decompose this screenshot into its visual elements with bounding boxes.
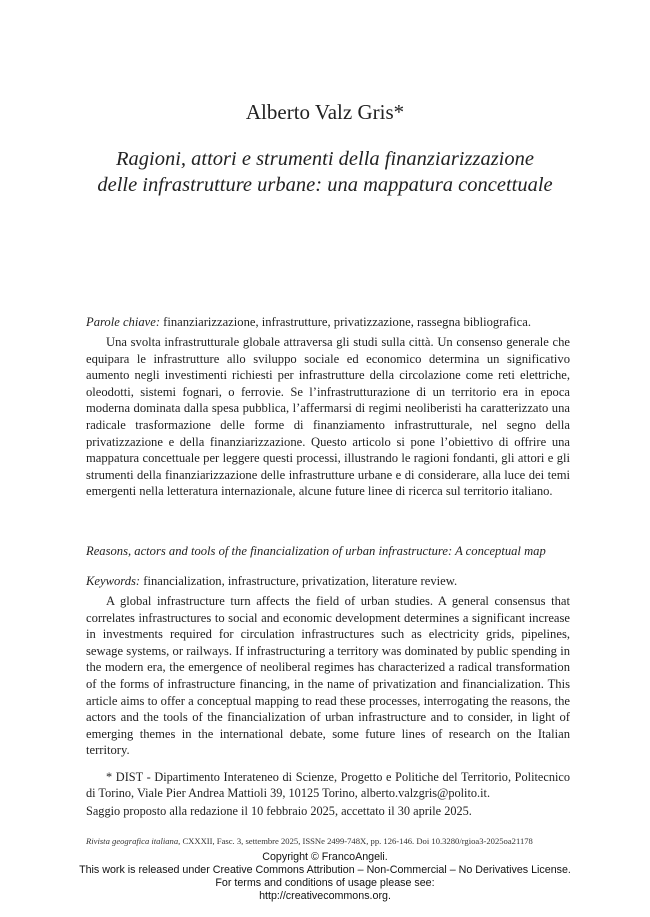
title-line-1: Ragioni, attori e strumenti della finanziarizzazione	[116, 148, 534, 170]
license-link[interactable]: http://creativecommons.org.	[259, 890, 391, 902]
english-keywords-text: financialization, infrastructure, privatization, literature review.	[140, 574, 458, 588]
english-keywords-label: Keywords:	[86, 574, 141, 588]
journal-name: Rivista geografica italiana	[86, 836, 179, 846]
italian-keywords-text: finanziarizzazione, infrastrutture, privatizzazione, rassegna bibliografica.	[160, 315, 531, 329]
journal-details: , CXXXII, Fasc. 3, settembre 2025, ISSNe 2499-748X, pp. 126-146. Doi 10.3280/rgioa3-2025oa21178	[178, 836, 533, 846]
license-notice	[0, 851, 650, 903]
english-keywords	[86, 573, 570, 590]
copyright-line: Copyright © FrancoAngeli.	[262, 851, 388, 863]
license-line-1: This work is released under Creative Commons Attribution – Non-Commercial – No Derivatives License.	[79, 864, 571, 876]
italian-keywords-label: Parole chiave:	[86, 315, 161, 329]
footnote-affiliation: * DIST - Dipartimento Interateneo di Scienze, Progetto e Politiche del Territorio, Politecnico di Torino, Viale Pier Andrea Mattioli 39, 10125 Torino, alberto.valzgris@polito.it.	[86, 770, 570, 800]
author-name: Alberto Valz Gris*	[245, 100, 405, 124]
journal-citation	[86, 836, 570, 847]
license-line-2: For terms and conditions of usage please see:	[215, 877, 435, 889]
title-line-2: delle infrastrutture urbane: una mappatura concettuale	[97, 174, 553, 196]
paper-title	[80, 146, 570, 198]
english-title: Reasons, actors and tools of the financialization of urban infrastructure: A conceptual map	[86, 544, 546, 558]
footnote-dates: Saggio proposto alla redazione il 10 febbraio 2025, accettato il 30 aprile 2025.	[86, 804, 472, 818]
italian-abstract: Una svolta infrastrutturale globale attraversa gli studi sulla città. Un consenso generale che equipara le infrastrutture allo sviluppo sociale ed economico determina un significativo aumento negli investimenti richiesti per infrastrutture della circolazione come reti elettriche, oleodotti, sistemi fognari, o ferrovie. Se l’infrastrutturazione di un territorio era in epoca moderna dominata dalla spesa pubblica, l’affermarsi di regimi neoliberisti ha caratterizzato una radicale trasformazione delle forme di finanziamento infrastrutturale, nel segno della privatizzazione e della finanziarizzazione. Questo articolo si pone l’obiettivo di offrire una mappatura concettuale per leggere questi processi, illustrando le ragioni fondanti, gli attori e gli strumenti della finanziarizzazione delle infrastrutture urbane e di considerare, alla luce dei temi emergenti nella letteratura internazionale, alcune future linee di ricerca sul territorio italiano.	[86, 335, 570, 499]
english-abstract: A global infrastructure turn affects the field of urban studies. A general consensus that correlates infrastructures to social and economic development determines a significant increase in investments required for circulation infrastructures such as electricity grids, pipelines, sewage systems, or railways. If infrastructuring a territory was dominated by public spending in the modern era, the emergence of neoliberal regimes has characterized a radical transformation of the forms of infrastructure financing, in the name of privatization and financialization. This article aims to offer a conceptual mapping to read these processes, interrogating the reasons, the actors and the tools of the financialization of urban infrastructure and to consider, in light of emerging themes in the international debate, some future lines of research on the Italian territory.	[86, 594, 570, 758]
italian-keywords	[86, 314, 570, 331]
